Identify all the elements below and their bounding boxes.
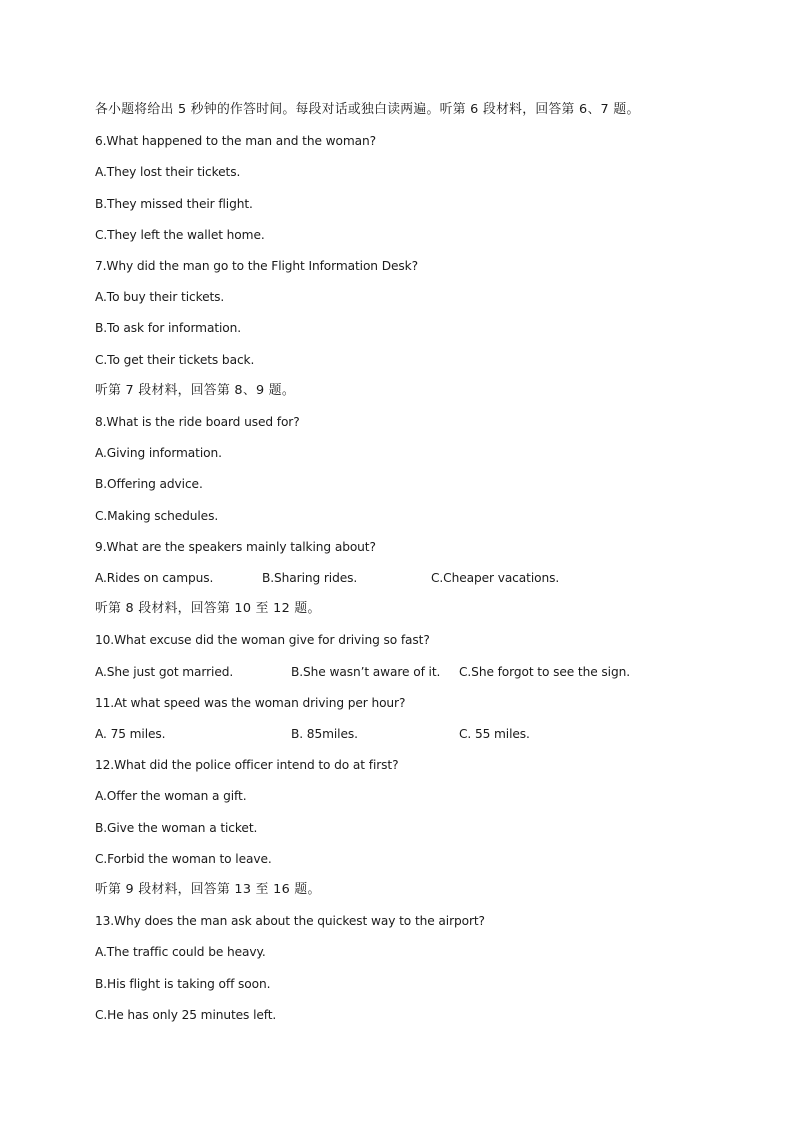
intro-instructions: 各小题将给出 5 秒钟的作答时间。每段对话或独白读两遍。听第 6 段材料，回答第 6、7 题。 (95, 102, 640, 117)
question-10-stem: 10.What excuse did the woman give for driving so fast? (95, 633, 430, 647)
question-6-option-b: B.They missed their flight. (95, 197, 253, 211)
question-10-option-a: A.She just got married. (95, 665, 234, 679)
question-7-option-b: B.To ask for information. (95, 321, 242, 335)
section-8-heading: 听第 8 段材料，回答第 10 至 12 题。 (95, 601, 321, 616)
question-11-option-b: B. 85miles. (291, 727, 358, 741)
question-9-stem: 9.What are the speakers mainly talking about? (95, 540, 376, 554)
question-12-option-b: B.Give the woman a ticket. (95, 821, 258, 835)
question-13-option-a: A.The traffic could be heavy. (95, 945, 266, 959)
question-12-stem: 12.What did the police officer intend to do at first? (95, 758, 399, 772)
question-6-stem: 6.What happened to the man and the woman? (95, 134, 376, 148)
question-13-option-c: C.He has only 25 minutes left. (95, 1008, 277, 1022)
question-7-option-a: A.To buy their tickets. (95, 290, 225, 304)
question-11-option-c: C. 55 miles. (459, 727, 530, 741)
question-6-option-c: C.They left the wallet home. (95, 228, 265, 242)
question-9-option-a: A.Rides on campus. (95, 571, 214, 585)
question-12-option-a: A.Offer the woman a gift. (95, 789, 247, 803)
question-8-stem: 8.What is the ride board used for? (95, 415, 300, 429)
question-8-option-b: B.Offering advice. (95, 477, 203, 491)
question-12-option-c: C.Forbid the woman to leave. (95, 852, 272, 866)
question-6-option-a: A.They lost their tickets. (95, 165, 241, 179)
question-13-stem: 13.Why does the man ask about the quickest way to the airport? (95, 914, 485, 928)
question-10-option-b: B.She wasn’t aware of it. (291, 665, 441, 679)
question-7-option-c: C.To get their tickets back. (95, 353, 255, 367)
question-9-option-c: C.Cheaper vacations. (431, 571, 560, 585)
question-13-option-b: B.His flight is taking off soon. (95, 977, 271, 991)
question-10-option-c: C.She forgot to see the sign. (459, 665, 630, 679)
section-9-heading: 听第 9 段材料，回答第 13 至 16 题。 (95, 882, 321, 897)
question-7-stem: 7.Why did the man go to the Flight Information Desk? (95, 259, 418, 273)
section-7-heading: 听第 7 段材料，回答第 8、9 题。 (95, 383, 295, 398)
question-11-stem: 11.At what speed was the woman driving per hour? (95, 696, 406, 710)
question-9-option-b: B.Sharing rides. (262, 571, 358, 585)
question-8-option-a: A.Giving information. (95, 446, 222, 460)
question-11-option-a: A. 75 miles. (95, 727, 166, 741)
question-8-option-c: C.Making schedules. (95, 509, 219, 523)
